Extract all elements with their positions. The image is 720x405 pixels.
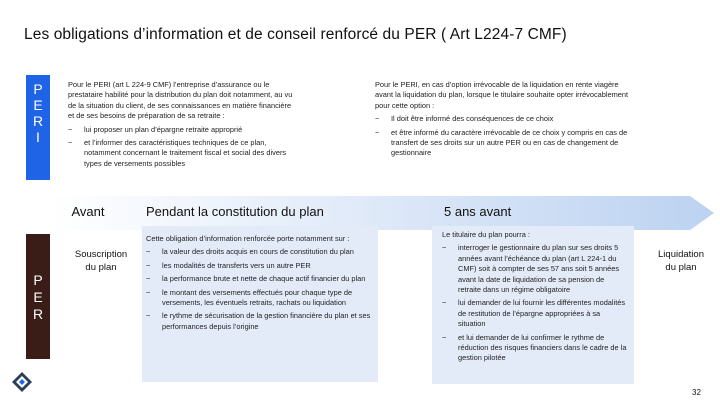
list-item: − le montant des versements effectués pour chaque type de versements, les éventuels retraits, rachats ou liquidation [146, 288, 374, 309]
peri-letter: E [33, 97, 43, 113]
peri-letter: R [32, 113, 44, 129]
souscription-label [64, 248, 138, 274]
page-number: 32 [692, 388, 701, 397]
peri-subscription-list [68, 125, 296, 170]
liquidation-line: Liquidation [658, 249, 704, 260]
five-years-before-card [432, 226, 634, 384]
list-item: − la performance brute et nette de chaque actif financier du plan [146, 274, 374, 284]
peri-side-label [26, 75, 50, 180]
peri-letter: P [33, 81, 43, 97]
pere-side-label [26, 234, 50, 359]
peri-letter: I [36, 129, 40, 145]
peri-annuity-intro: Pour le PERI, en cas d’option irrévocable de la liquidation en rente viagère avant la liquidation du plan, lorsque le titulaire souhaite opter irrévocablement pour cette option : [375, 80, 629, 110]
pere-letter: E [33, 289, 43, 305]
timeline-avant-label: Avant [71, 204, 105, 219]
list-item: − les modalités de transferts vers un autre PER [146, 261, 374, 271]
liquidation-line: du plan [665, 262, 697, 273]
peri-annuity-option-text [375, 80, 629, 159]
five-years-before-intro: Le titulaire du plan pourra : [442, 230, 530, 239]
list-item: − interroger le gestionnaire du plan sur ses droits 5 années avant l’échéance du plan (art L 224-1 du CMF) soit à compter de ses 57 ans soit 5 années avant la date de liquidation de sa pension de retraite dans un régime obligatoire [442, 243, 628, 295]
timeline-pendant-label: Pendant la constitution du plan [146, 204, 324, 219]
peri-annuity-list [375, 114, 629, 159]
list-item: − et lui demander de lui confirmer le rythme de réduction des risques financiers dans le cadre de la gestion pilotée [442, 333, 628, 364]
pere-letter: P [33, 272, 43, 288]
constitution-info-card [142, 226, 378, 382]
list-item: − le rythme de sécurisation de la gestion financière du plan et ses performances depuis l’origine [146, 311, 374, 332]
five-years-before-text [432, 226, 628, 364]
page-title: Les obligations d’information et de conseil renforcé du PER ( Art L224-7 CMF) [24, 26, 567, 43]
peri-subscription-text [68, 80, 296, 169]
list-item: − et l’informer des caractéristiques techniques de ce plan, notamment concernant le traitement fiscal et social des divers types de versements possibles [68, 138, 296, 169]
list-item: − et être informé du caractère irrévocable de ce choix y compris en cas de transfert de ses droits sur un autre PER ou en cas de changement de gestionnaire [375, 128, 629, 159]
list-item: − lui proposer un plan d’épargne retraite approprié [68, 125, 296, 135]
list-item: − la valeur des droits acquis en cours de constitution du plan [146, 247, 374, 257]
souscription-line: du plan [85, 262, 117, 273]
timeline-5-ans-label: 5 ans avant [444, 204, 512, 219]
list-item: − lui demander de lui fournir les différentes modalités de restitution de l’épargne appropriées à sa situation [442, 298, 628, 329]
peri-subscription-intro: Pour le PERI (art L 224-9 CMF) l’entreprise d’assurance ou le prestataire habilité pour la distribution du plan doit notamment, au vu de la situation du client, de ses connaissances en matière financière et de ses besoins de préparation de sa retraite : [68, 80, 293, 121]
five-years-before-list [442, 243, 628, 363]
souscription-line: Souscription [74, 249, 128, 260]
constitution-info-intro: Cette obligation d’information renforcée porte notamment sur : [146, 234, 350, 243]
constitution-info-text [142, 226, 374, 332]
liquidation-label [646, 248, 716, 274]
list-item: − Il doit être informé des conséquences de ce choix [375, 114, 629, 124]
constitution-info-list [146, 247, 374, 332]
brand-logo-icon [10, 368, 34, 392]
pere-letter: R [32, 306, 44, 322]
